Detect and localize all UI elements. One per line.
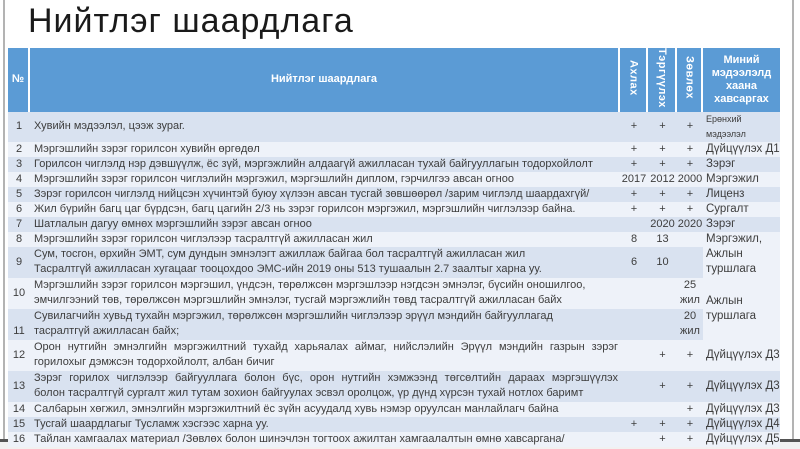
requirement-line: Орон нутгийн эмнэлгийн мэргэжилтний тухайд харьяалах аймаг, нийслэлийн Эрүүл мэндийн газрын зэрэг: [34, 341, 618, 354]
table-row: [8, 157, 780, 172]
table-row: [8, 340, 780, 371]
zovloh-value-cell: +: [686, 348, 694, 361]
table-row: [8, 202, 780, 217]
table-row: [8, 417, 780, 432]
table-row: [8, 247, 780, 278]
zovloh-value-cell: +: [686, 402, 694, 415]
page-title: Нийтлэг шаардлага: [28, 2, 354, 40]
row-number-cell: 3: [15, 157, 23, 170]
table-row: [8, 142, 780, 157]
requirement-cell: Зэрэг горилсон чиглэлд нийцсэн хүчинтэй буюу хүлээн авсан тусгай зөвшөөрөл /зарим чиглэлд шаардахгүй/: [34, 187, 590, 200]
col-header-ahlah-label: Ахлах: [627, 60, 640, 96]
ahlah-value-cell: 2017: [621, 172, 647, 185]
requirement-cell: [30, 371, 620, 402]
requirements-table: [8, 48, 780, 447]
row-number-cell: 2: [15, 142, 23, 155]
table-row: [8, 309, 780, 340]
requirement-cell: Горилсон чиглэлд нэр дэвшүүлж, ёс зүй, мэргэжлийн алдаагүй ажилласан тухай байгууллагын тодорхойлолт: [34, 157, 593, 170]
requirement-cell: [30, 309, 620, 340]
attach-location-cell: Мэргэжил, Ажлын туршлага: [706, 232, 763, 275]
attach-location-cell: Дүйцүүлэх Д1: [706, 142, 780, 155]
zovloh-value-cell: +: [686, 142, 694, 155]
ahlah-value-cell: +: [630, 142, 638, 155]
table-body: [8, 112, 780, 447]
terguuleh-value-cell: [648, 278, 677, 309]
row-number-cell: 11: [13, 324, 25, 337]
requirement-cell: Салбарын хөгжил, эмнэлгийн мэргэжилтний ёс зүйн асуудалд хувь нэмэр оруулсан манлайлагч байна: [34, 402, 559, 415]
requirement-cell: Тусгай шаардлагыг Тусламж хэсгээс харна уу.: [34, 417, 269, 430]
zovloh-value-cell: +: [686, 120, 694, 133]
requirement-cell: Шатлалын дагуу өмнөх мэргэшлийн зэрэг авсан огноо: [34, 217, 312, 230]
requirement-line: тасралтгүй ажилласан байх;: [34, 325, 180, 338]
requirement-cell: Мэргэшлийн зэрэг горилсон чиглэлийн мэргэжил, мэргэшлийн диплом, гэрчилгээ авсан огноо: [34, 172, 514, 185]
ahlah-value-cell: [620, 278, 648, 309]
ahlah-value-cell: [620, 371, 648, 402]
requirement-cell: [30, 340, 620, 371]
attach-location-cell: Мэргэжил: [706, 172, 759, 185]
ahlah-value-cell: 8: [630, 232, 638, 245]
ahlah-value-cell: [620, 432, 648, 447]
requirement-line: Сум, тосгон, өрхийн ЭМТ, сум дундын эмнэлэгт ажиллаж байгаа бол тасралтгүй ажилласан жил: [34, 248, 526, 261]
zovloh-value-cell: +: [686, 202, 694, 215]
terguuleh-value-cell: [648, 402, 677, 417]
terguuleh-value-cell: +: [659, 379, 666, 392]
row-number-cell: 12: [12, 348, 26, 361]
zovloh-value-cell: +: [686, 432, 694, 445]
requirement-cell: [30, 278, 620, 309]
requirement-line: Зэрэг горилох чиглэлээр байгууллага болон бүс, орон нутгийн хэмжээнд төгсөлтийн дараах мэргэшүүлэх: [34, 372, 618, 385]
col-header-zovloh: [677, 48, 703, 112]
ahlah-value-cell: [620, 309, 648, 340]
requirement-cell: Мэргэшлийн зэрэг горилсон чиглэлээр тасралтгүй ажилласан жил: [34, 232, 373, 245]
table-row: [8, 187, 780, 202]
zovloh-value-cell: 25 жил: [680, 279, 700, 307]
col-header-ahlah: [620, 48, 648, 112]
requirement-line: горилохыг дэмжсэн тодорхойлолт, албан бичиг: [34, 356, 275, 369]
attach-location-cell: Дүйцүүлэх Д3: [706, 379, 780, 392]
attach-location-cell: Дүйцүүлэх Д3: [706, 348, 780, 361]
ahlah-value-cell: +: [630, 187, 638, 200]
table-row: [8, 432, 780, 447]
zovloh-value-cell: +: [686, 187, 694, 200]
requirement-cell: Хувийн мэдээлэл, цээж зураг.: [34, 120, 185, 133]
row-number-cell: 8: [15, 232, 23, 245]
requirement-line: эмчилгээний төв, төрөлжсөн мэргэшлийн эмнэлэг, тусгай мэргэжлийн төвд тасралтгүй ажилласан байх: [34, 294, 562, 307]
table-header-row: [8, 48, 780, 112]
terguuleh-value-cell: +: [659, 120, 666, 133]
row-number-cell: 13: [12, 379, 26, 392]
terguuleh-value-cell: +: [659, 187, 666, 200]
requirement-line: Мэргэшлийн зэрэг горилсон мэргэшил, үндсэн, төрөлжсөн мэргэшлээр нэгдсэн эмнэлэг, бүсийн оношилгоо,: [34, 279, 586, 292]
row-number-cell: 5: [15, 187, 23, 200]
row-number-cell: 14: [12, 402, 26, 415]
ahlah-value-cell: +: [630, 417, 638, 430]
ahlah-value-cell: [620, 340, 648, 371]
terguuleh-value-cell: +: [659, 417, 666, 430]
attach-location-cell: Дүйцүүлэх Д4: [706, 417, 780, 430]
row-number-cell: 6: [15, 202, 23, 215]
table-row: [8, 172, 780, 187]
requirement-cell: Жил бүрийн багц цаг бүрдсэн, багц цагийн 2/3 нь зэрэг горилсон мэргэжил, мэргэшлийн чиглэлээр байна.: [34, 202, 576, 215]
attach-location-cell: Дүйцүүлэх Д5: [706, 432, 780, 445]
zovloh-value-cell: [677, 232, 703, 247]
terguuleh-value-cell: 13: [656, 232, 669, 245]
requirement-line: болон тасралтгүй сургалт жил тутам зохион байгуулах эсвэл оролцож, үр дүнд хүрсэн тухай нотлох баримт: [34, 387, 584, 400]
zovloh-value-cell: +: [686, 379, 694, 392]
terguuleh-value-cell: +: [659, 142, 666, 155]
attach-location-cell: Ерөнхий мэдээлэл: [706, 113, 746, 139]
row-number-cell: 4: [15, 172, 23, 185]
ahlah-value-cell: 6: [630, 255, 638, 268]
col-header-num: №: [8, 48, 30, 112]
ahlah-value-cell: +: [630, 157, 638, 170]
zovloh-value-cell: 2020: [677, 217, 703, 230]
col-header-requirement: Нийтлэг шаардлага: [30, 48, 620, 112]
ahlah-value-cell: [620, 402, 648, 417]
attach-location-cell: Дүйцүүлэх Д3: [706, 402, 780, 415]
row-number-cell: 9: [15, 255, 23, 268]
row-number-cell: 7: [15, 217, 23, 230]
terguuleh-value-cell: +: [659, 432, 666, 445]
table-row: [8, 371, 780, 402]
col-header-terguuleh-label: Тэргүүлэх: [656, 48, 668, 108]
attach-location-cell: Лиценз: [706, 187, 745, 200]
attach-location-cell: Зэрэг: [706, 157, 736, 170]
requirement-cell: Мэргэшлийн зэрэг горилсон хувийн өргөдөл: [34, 142, 260, 155]
row-number-cell: 15: [12, 417, 26, 430]
zovloh-value-cell: [677, 247, 703, 278]
col-header-attach: Миний мэдээлэлд хаана хавсаргах: [703, 48, 780, 112]
terguuleh-value-cell: 10: [656, 255, 669, 268]
zovloh-value-cell: 2000: [677, 172, 703, 185]
terguuleh-value-cell: [648, 309, 677, 340]
requirement-cell: Тайлан хамгаалах материал /Зөвлөх болон шинэчлэн тогтоох ажилтан хамгаалалтын өмнө хавсаргана/: [34, 432, 565, 445]
terguuleh-value-cell: +: [659, 202, 666, 215]
row-number-cell: 16: [12, 432, 26, 445]
attach-location-cell: Зэрэг: [706, 217, 736, 230]
attach-location-cell: Сургалт: [706, 202, 749, 215]
attach-location-cell: Ажлын туршлага: [706, 294, 757, 322]
requirement-line: Сувилагчийн хувьд тухайн мэргэжил, төрөлжсөн мэргэшлийн чиглэлээр эрүүл мэндийн байгууллагад: [34, 310, 553, 323]
table-row: [8, 278, 780, 309]
ahlah-value-cell: [620, 217, 648, 232]
terguuleh-value-cell: 2020: [650, 217, 675, 230]
slide-left-edge: [3, 0, 5, 449]
table-row: [8, 112, 780, 142]
col-header-terguuleh: [648, 48, 677, 112]
requirement-cell: [30, 247, 620, 278]
requirement-line: Тасралтгүй ажилласан хугацааг тооцохдоо ЭМС-ийн 2019 оны 513 тушаалын 2.7 заалтыг харна уу.: [34, 263, 542, 276]
col-header-zovloh-label: Зөвлөх: [683, 56, 696, 100]
table-row: [8, 402, 780, 417]
zovloh-value-cell: 20 жил: [680, 310, 700, 338]
zovloh-value-cell: +: [686, 417, 694, 430]
slide-right-edge: [792, 0, 794, 449]
ahlah-value-cell: +: [630, 120, 638, 133]
terguuleh-value-cell: +: [659, 348, 666, 361]
table-row: [8, 217, 780, 232]
row-number-cell: 1: [15, 120, 23, 133]
zovloh-value-cell: +: [686, 157, 694, 170]
terguuleh-value-cell: 2012: [650, 172, 675, 185]
table-row: [8, 232, 780, 247]
row-number-cell: 10: [12, 286, 26, 299]
terguuleh-value-cell: +: [659, 157, 666, 170]
ahlah-value-cell: +: [630, 202, 638, 215]
